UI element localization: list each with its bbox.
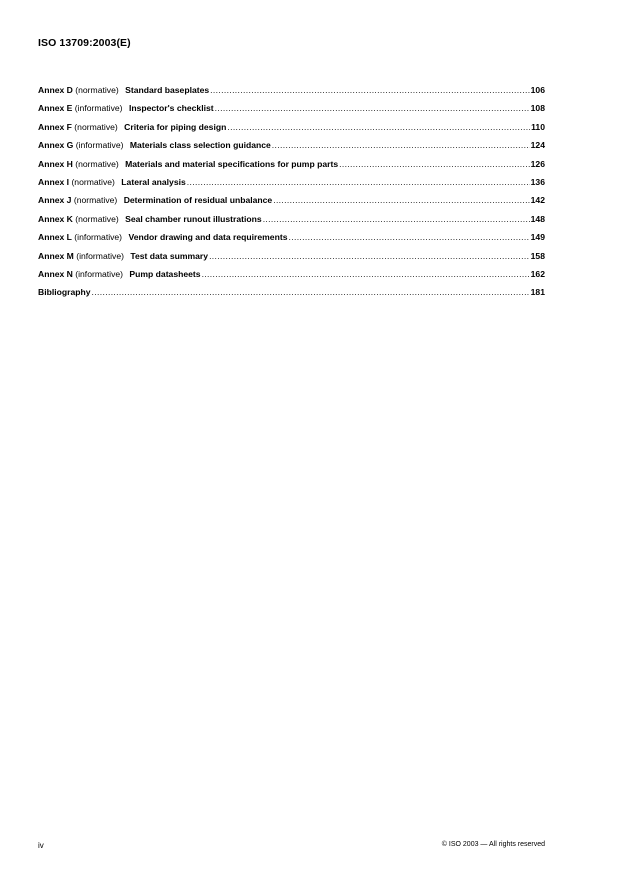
dot-leader [92, 287, 530, 297]
toc-entry-annex-h[interactable] [38, 159, 545, 177]
page-number: 110 [531, 121, 545, 132]
bibliography-label: Bibliography [38, 287, 91, 298]
annex-title: Determination of residual unbalance [123, 195, 273, 206]
dot-leader [272, 140, 530, 150]
footer-copyright: © ISO 2003 — All rights reserved [441, 841, 545, 848]
page-number: 181 [530, 287, 545, 298]
toc-entry-annex-f[interactable] [38, 122, 545, 140]
annex-label: Annex I [38, 176, 70, 187]
annex-type: (informative) [75, 140, 124, 151]
page-number: 108 [530, 103, 545, 114]
toc-entry-annex-g[interactable] [38, 140, 545, 158]
annex-title: Lateral analysis [121, 176, 186, 187]
annex-label: Annex G [38, 140, 74, 151]
toc-entry-bibliography[interactable] [38, 287, 545, 305]
annex-label: Annex J [38, 195, 72, 206]
annex-type: (normative) [75, 213, 119, 224]
annex-label: Annex E [38, 103, 73, 114]
annex-title: Criteria for piping design [124, 121, 227, 132]
annex-type: (informative) [76, 250, 124, 261]
dot-leader [227, 122, 530, 132]
toc-entry-annex-d[interactable] [38, 85, 545, 103]
page-number: 148 [530, 213, 545, 224]
dot-leader [288, 232, 529, 242]
page-number: 158 [530, 250, 545, 261]
dot-leader [187, 177, 530, 187]
annex-type: (informative) [74, 232, 123, 243]
dot-leader [215, 103, 530, 113]
page-number: 149 [530, 232, 545, 243]
annex-label: Annex F [38, 121, 72, 132]
annex-label: Annex L [38, 232, 72, 243]
table-of-contents [38, 85, 545, 306]
annex-title: Materials class selection guidance [129, 140, 271, 151]
document-header: ISO 13709:2003(E) [38, 37, 131, 49]
dot-leader [263, 214, 530, 224]
toc-entry-annex-n[interactable] [38, 269, 545, 287]
annex-label: Annex D [38, 85, 73, 95]
toc-entry-annex-j[interactable] [38, 195, 545, 213]
annex-title: Inspector's checklist [128, 103, 214, 114]
page-number: 124 [530, 140, 545, 151]
annex-label: Annex N [38, 268, 73, 279]
dot-leader [273, 195, 529, 205]
dot-leader [209, 251, 530, 261]
toc-entry-annex-i[interactable] [38, 177, 545, 195]
annex-label: Annex H [38, 158, 73, 169]
page-number: 162 [530, 268, 545, 279]
page-number: 142 [530, 195, 545, 206]
footer-page-number: iv [38, 841, 44, 850]
annex-title: Materials and material specifications for pump parts [125, 158, 339, 169]
annex-label: Annex K [38, 213, 73, 224]
toc-entry-annex-m[interactable] [38, 251, 545, 269]
annex-type: (normative) [73, 195, 118, 206]
toc-entry-annex-k[interactable] [38, 214, 545, 232]
page-number: 106 [530, 85, 545, 95]
annex-title: Standard baseplates [125, 85, 210, 95]
annex-type: (normative) [75, 85, 119, 95]
annex-type: (informative) [74, 103, 123, 114]
annex-title: Seal chamber runout illustrations [125, 213, 262, 224]
toc-entry-annex-e[interactable] [38, 103, 545, 121]
dot-leader [339, 159, 530, 169]
page-number: 126 [530, 158, 545, 169]
annex-type: (informative) [75, 268, 124, 279]
annex-type: (normative) [74, 121, 118, 132]
annex-title: Test data summary [130, 250, 209, 261]
dot-leader [210, 85, 529, 95]
annex-title: Vendor drawing and data requirements [128, 232, 288, 243]
annex-title: Pump datasheets [129, 268, 201, 279]
annex-type: (normative) [75, 158, 119, 169]
page-number: 136 [530, 176, 545, 187]
annex-type: (normative) [71, 176, 115, 187]
annex-label: Annex M [38, 250, 74, 261]
dot-leader [202, 269, 530, 279]
toc-entry-annex-l[interactable] [38, 232, 545, 250]
